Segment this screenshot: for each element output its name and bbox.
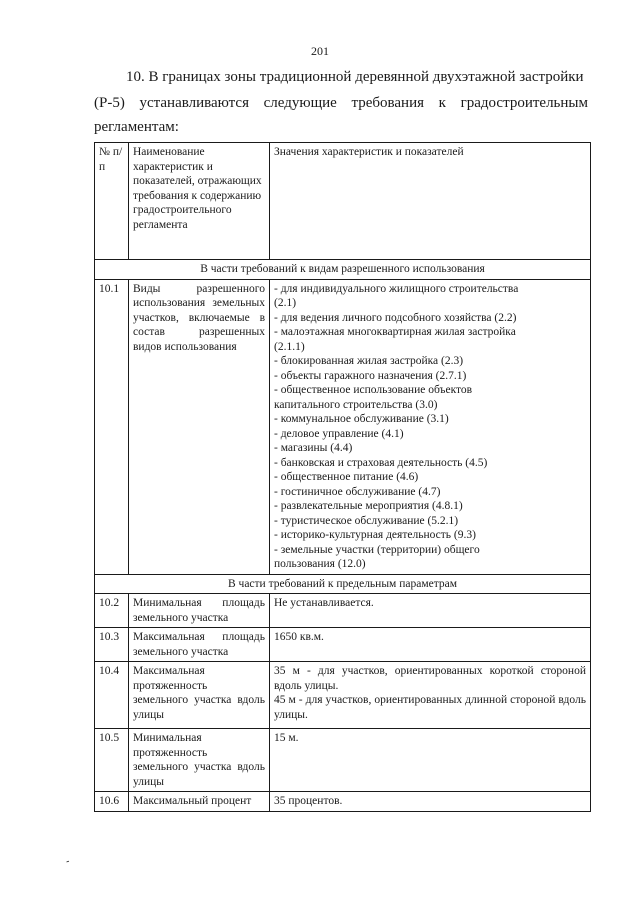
list-item: - общественное использование объектов: [274, 384, 473, 396]
section-title-uses: В части требований к видам разрешенного использования: [95, 260, 591, 280]
list-item: - историко-культурная деятельность (9.3): [274, 529, 476, 541]
row-num: 10.3: [95, 628, 129, 662]
regulation-table: [94, 142, 591, 812]
row-value-part: 45 м - для участков, ориентированных длинной стороной вдоль улицы.: [274, 694, 586, 721]
row-name: Максимальная площадь земельного участка: [129, 628, 270, 662]
intro-line-2: (Р-5) устанавливаются следующие требования к градостроительным: [94, 95, 588, 111]
row-value: [270, 662, 591, 729]
row-num: 10.6: [95, 792, 129, 812]
row-name: Минимальная протяженность земельного участка вдоль улицы: [129, 729, 270, 792]
list-item: - малоэтажная многоквартирная жилая застройка: [274, 326, 516, 338]
section-title-params: В части требований к предельным параметрам: [95, 574, 591, 594]
row-name: Виды разрешенного использования земельных участков, включаемые в состав разрешенных видов использования: [129, 279, 270, 574]
list-item: капитального строительства (3.0): [274, 398, 438, 411]
row-value-part: 35 м - для участков, ориентированных короткой стороной вдоль улицы.: [274, 665, 586, 692]
section-row-uses: [95, 260, 591, 280]
intro-line-1: 10. В границах зоны традиционной деревянной двухэтажной застройки: [126, 69, 584, 85]
list-item: (2.1.1): [274, 340, 305, 353]
row-name: Максимальный процент: [129, 792, 270, 812]
list-item: - деловое управление (4.1): [274, 427, 404, 440]
row-num: 10.4: [95, 662, 129, 729]
table-row: [95, 729, 591, 792]
list-item: - земельные участки (территории) общего: [274, 543, 480, 556]
row-value: Не устанавливается.: [270, 594, 591, 628]
row-value: 1650 кв.м.: [270, 628, 591, 662]
list-item: - блокированная жилая застройка (2.3): [274, 355, 464, 367]
section-row-params: [95, 574, 591, 594]
row-num: 10.2: [95, 594, 129, 628]
list-item: - для индивидуального жилищного строительства: [274, 282, 519, 295]
table-row: [95, 594, 591, 628]
list-item: - коммунальное обслуживание (3.1): [274, 413, 449, 425]
list-item: - для ведения личного подсобного хозяйства (2.2): [274, 311, 517, 324]
list-item: - гостиничное обслуживание (4.7): [274, 485, 441, 498]
page-number: 201: [311, 44, 329, 58]
header-value: Значения характеристик и показателей: [270, 143, 591, 260]
table-row: [95, 662, 591, 729]
list-item: - туристическое обслуживание (5.2.1): [274, 514, 459, 527]
list-item: - магазины (4.4): [274, 442, 353, 454]
table-row: [95, 279, 591, 574]
margin-mark: -: [64, 855, 72, 868]
table-row: [95, 628, 591, 662]
list-item: - объекты гаражного назначения (2.7.1): [274, 369, 467, 382]
row-name: Минимальная площадь земельного участка: [129, 594, 270, 628]
row-name: Максимальная протяженность земельного участка вдоль улицы: [129, 662, 270, 729]
list-item: пользования (12.0): [274, 558, 366, 570]
row-value: 15 м.: [270, 729, 591, 792]
list-item: - общественное питание (4.6): [274, 471, 419, 483]
list-item: - развлекательные мероприятия (4.8.1): [274, 500, 463, 512]
intro-line-3: регламентам:: [94, 119, 179, 135]
table-row: [95, 792, 591, 812]
header-num: № п/п: [95, 143, 129, 260]
row-num: 10.1: [95, 279, 129, 574]
header-name: Наименование характеристик и показателей, отражающих требования к содержанию градостроительного регламента: [129, 143, 270, 260]
row-values: [270, 279, 591, 574]
list-item: (2.1): [274, 297, 297, 309]
table-header-row: [95, 143, 591, 260]
row-value: 35 процентов.: [270, 792, 591, 812]
list-item: - банковская и страховая деятельность (4.5): [274, 456, 488, 469]
row-num: 10.5: [95, 729, 129, 792]
